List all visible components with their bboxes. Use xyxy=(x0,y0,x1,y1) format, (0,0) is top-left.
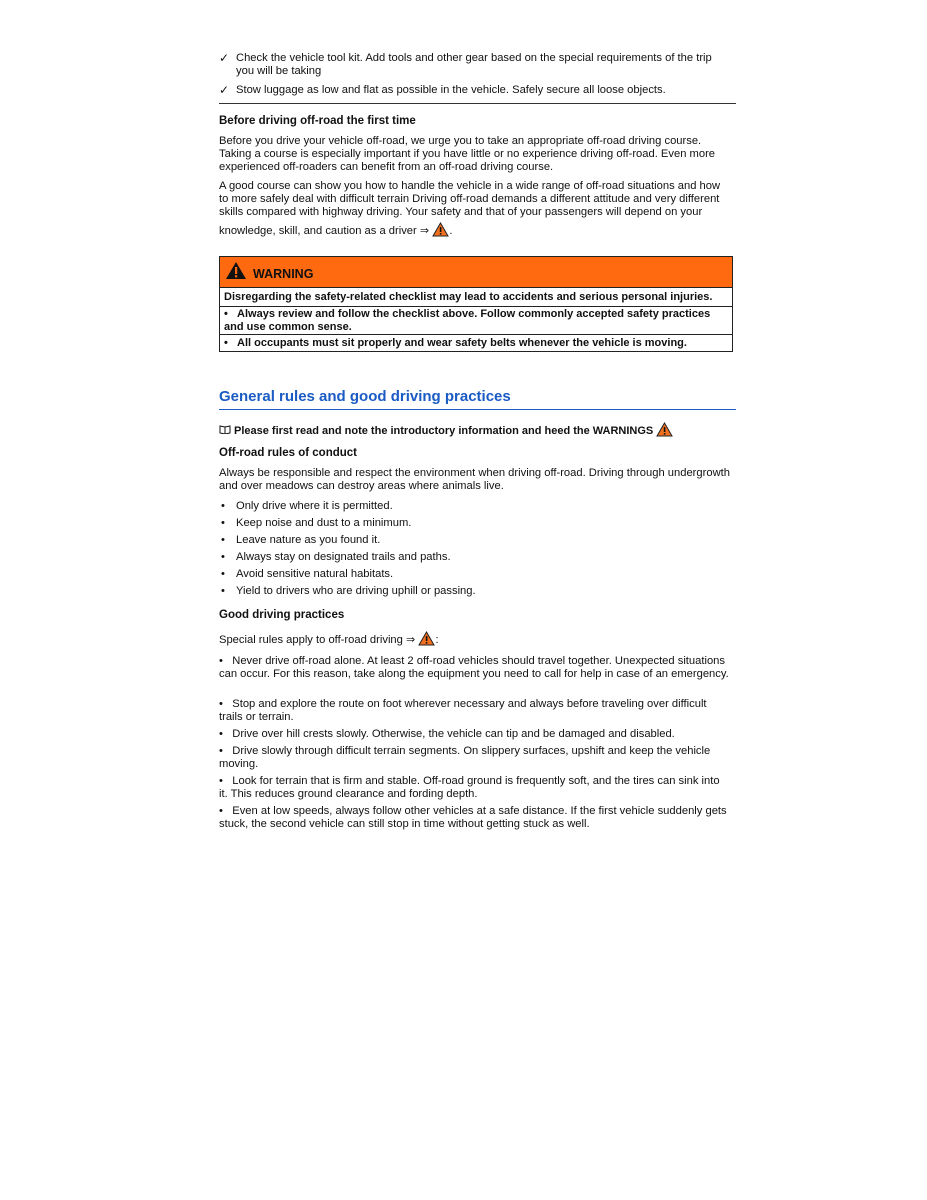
bullet-dot: • xyxy=(221,585,225,597)
before-driving-paragraph: A good course can show you how to handle the vehicle in a wide range of off-road situations and how to more safely deal with difficult terrain Driving off-road demands a different attitude and very different skills compared with highway driving. Your safety and that of your passengers will depend on your xyxy=(219,180,721,218)
list-item xyxy=(219,534,731,547)
bullet-dot: • xyxy=(221,551,225,563)
warning-divider xyxy=(220,306,732,307)
list-item xyxy=(219,728,731,741)
warning-header xyxy=(220,257,732,288)
checklist-item xyxy=(219,84,731,97)
list-item xyxy=(219,500,731,513)
bullet-dot: • xyxy=(221,500,225,512)
warning-bullet-text: Always review and follow the checklist above. Follow commonly accepted safety practices and use common sense. xyxy=(224,308,711,333)
list-item xyxy=(219,745,731,771)
warning-bullet-text: All occupants must sit properly and wear safety belts whenever the vehicle is moving. xyxy=(237,337,687,349)
warning-triangle-icon xyxy=(225,261,247,284)
list-item xyxy=(219,655,731,681)
list-item xyxy=(219,517,731,530)
bullet-dot: • xyxy=(219,775,223,787)
bullet-dot: • xyxy=(219,728,223,740)
practices-intro-text: Special rules apply to off-road driving ⇒ xyxy=(219,634,416,646)
bullet-dot: • xyxy=(221,568,225,580)
period-text: . xyxy=(449,225,453,237)
list-item xyxy=(219,775,731,801)
practices-heading: Good driving practices xyxy=(219,609,345,621)
divider xyxy=(219,103,736,104)
before-driving-paragraph: Before you drive your vehicle off-road, we urge you to take an appropriate off-road driving course. Taking a course is especially important if you have little or no experience driving off-road. Even more experienced off-roaders can benefit from an off-road driving course. xyxy=(219,135,716,173)
conduct-paragraph: Always be responsible and respect the environment when driving off-road. Driving through undergrowth and over meadows can destroy areas where animals live. xyxy=(219,467,730,492)
bullet-dot: • xyxy=(224,337,228,349)
checklist-item xyxy=(219,52,731,78)
conduct-heading: Off-road rules of conduct xyxy=(219,447,357,459)
list-item xyxy=(219,698,731,724)
warning-triangle-icon[interactable] xyxy=(432,222,449,241)
list-item-text: Always stay on designated trails and paths. xyxy=(236,551,451,563)
warning-line: Disregarding the safety-related checklist may lead to accidents and serious personal injuries. xyxy=(224,291,713,303)
list-item-text: Never drive off-road alone. At least 2 off-road vehicles should travel together. Unexpected situations can occur. For this reason, take along the equipment you need to call for help in case of an emergency. xyxy=(219,655,729,680)
list-item xyxy=(219,568,731,581)
practices-intro xyxy=(219,631,731,650)
list-item-text: Keep noise and dust to a minimum. xyxy=(236,517,412,529)
list-item-text: Yield to drivers who are driving uphill or passing. xyxy=(236,585,476,597)
list-item-text: Drive slowly through difficult terrain segments. On slippery surfaces, upshift and keep the vehicle moving. xyxy=(219,745,711,770)
book-icon xyxy=(219,425,231,438)
warning-triangle-icon[interactable] xyxy=(418,631,435,650)
list-item xyxy=(219,585,731,598)
warning-divider xyxy=(220,334,732,335)
before-driving-heading: Before driving off-road the first time xyxy=(219,115,416,127)
bullet-dot: • xyxy=(221,534,225,546)
bullet-dot: • xyxy=(219,698,223,710)
bullet-dot: • xyxy=(224,308,228,320)
bullet-dot: • xyxy=(221,517,225,529)
list-item-text: Drive over hill crests slowly. Otherwise, the vehicle can tip and be damaged and disabled. xyxy=(232,728,675,740)
section-title: General rules and good driving practices xyxy=(219,388,511,405)
check-icon: ✓ xyxy=(219,83,230,97)
warning-box xyxy=(219,256,733,352)
checklist-text: Stow luggage as low and flat as possible in the vehicle. Safely secure all loose objects. xyxy=(236,84,666,96)
bullet-dot: • xyxy=(219,805,223,817)
list-item-text: Avoid sensitive natural habitats. xyxy=(236,568,394,580)
list-item-text: Stop and explore the route on foot wherever necessary and always before traveling over difficult trails or terrain. xyxy=(219,698,707,723)
bullet-dot: • xyxy=(219,655,223,667)
checklist-text: Check the vehicle tool kit. Add tools and other gear based on the special requirements of the trip you will be taking xyxy=(236,52,712,77)
list-item-text: Only drive where it is permitted. xyxy=(236,500,393,512)
check-icon: ✓ xyxy=(219,51,230,65)
cross-reference-text: knowledge, skill, and caution as a driver ⇒ xyxy=(219,225,430,237)
warning-triangle-icon[interactable] xyxy=(656,422,673,441)
warning-bullet xyxy=(224,308,730,334)
before-driving-paragraph-end xyxy=(219,222,731,241)
list-item-text: Leave nature as you found it. xyxy=(236,534,381,546)
list-item-text: Look for terrain that is firm and stable. Off-road ground is frequently soft, and the tires can sink into it. This reduces ground clearance and fording depth. xyxy=(219,775,720,800)
warning-title: WARNING xyxy=(253,267,314,281)
bullet-dot: • xyxy=(219,745,223,757)
section-divider xyxy=(219,409,736,410)
list-item-text: Even at low speeds, always follow other vehicles at a safe distance. If the first vehicle suddenly gets stuck, the second vehicle can still stop in time without getting stuck as well. xyxy=(219,805,727,830)
colon-text: : xyxy=(435,634,439,646)
list-item xyxy=(219,805,731,831)
intro-note-text: Please first read and note the introductory information and heed the WARNINGS xyxy=(234,425,654,437)
intro-note xyxy=(219,422,673,441)
warning-bullet xyxy=(224,337,730,350)
list-item xyxy=(219,551,731,564)
